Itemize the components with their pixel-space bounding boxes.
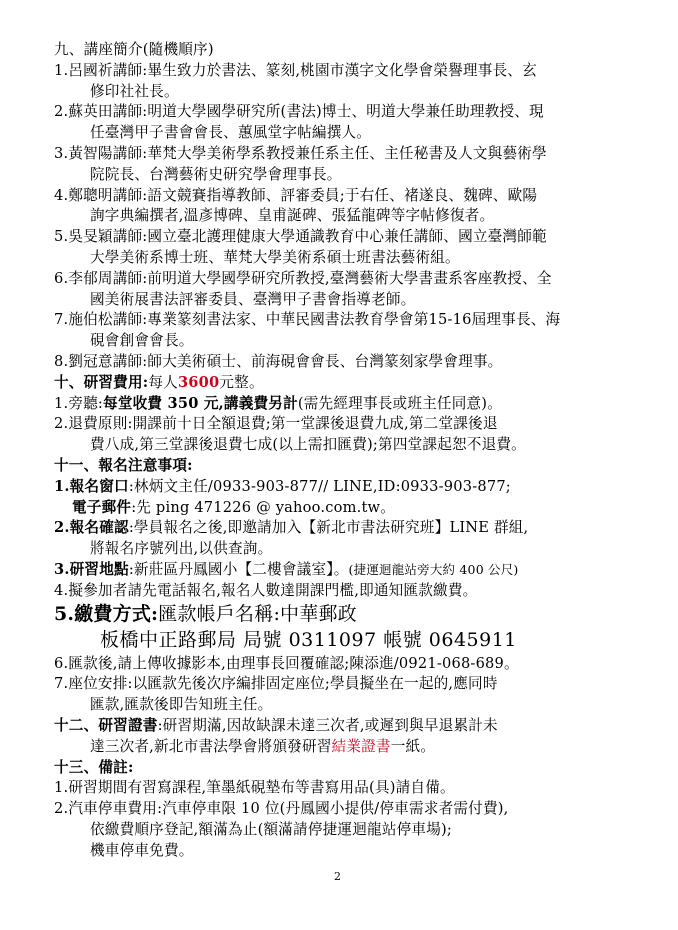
venue-text: :新莊區丹鳳國小【二樓會議室】。 (128, 561, 349, 578)
auditing-fee: 每堂收費 350 元,講義費另計 (103, 394, 298, 412)
remark-2-line-2: 依繳費順序登記,額滿為止(額滿請停捷運迴龍站停車場); (90, 821, 453, 838)
venue-line (54, 560, 519, 580)
lecturer-1-line-1: 1.呂國祈講師:畢生致力於書法、篆刻,桃園市漢字文化學會榮譽理事長、玄 (54, 61, 537, 79)
completion-certificate: 結業證書 (331, 737, 391, 755)
auditing-label: 1.旁聽: (54, 394, 104, 412)
lecturer-4-line-2: 詢字典編撰者,溫彥博碑、皇甫誕碑、張猛龍碑等字帖修復者。 (90, 207, 495, 225)
section-10-heading: 十、研習費用: (54, 373, 149, 391)
certificate-line2-prefix: 達三次者,新北市書法學會將頒發研習 (90, 737, 332, 755)
email-line (72, 498, 395, 518)
remark-2-line-3: 機車停車免費。 (90, 841, 194, 859)
lecturer-2-line-1: 2.蘇英田講師:明道大學國學研究所(書法)博士、明道大學兼任助理教授、現 (54, 103, 544, 121)
registration-contact-line (54, 477, 511, 497)
registration-confirm-label: 2.報名確認 (54, 519, 129, 537)
registration-confirm-line (54, 518, 528, 538)
phone-registration-line: 4.擬參加者請先電話報名,報名人數達開課門檻,即通知匯款繳費。 (54, 581, 478, 599)
remark-2-line-1: 2.汽車停車費用:汽車停車限 10 位(丹鳳國小提供/停車需求者需付費), (54, 800, 509, 818)
payment-method-line (54, 602, 357, 626)
lecturer-5-line-1: 5.吳旻穎講師:國立臺北護理健康大學通識教育中心兼任講師、國立臺灣師範 (54, 228, 547, 246)
remittance-confirm-line: 6.匯款後,請上傳收據影本,由理事長回覆確認;陳添進/0921-068-689。 (54, 654, 519, 672)
payment-method-label: 5.繳費方式: (54, 602, 159, 625)
registration-contact-label: 1.報名窗口 (54, 477, 129, 495)
lecturer-6-line-2: 國美術展書法評審委員、臺灣甲子書會指導老師。 (90, 290, 416, 308)
refund-line-1: 2.退費原則:開課前十日全額退費;第一堂課後退費九成,第二堂課後退 (54, 415, 498, 433)
lecturer-3-line-1: 3.黃智陽講師:華梵大學美術學系教授兼任系主任、主任秘書及人文與藝術學 (54, 145, 547, 162)
email-text: :先 ping 471226 @ yahoo.com.tw。 (131, 498, 395, 516)
payment-account-name: 匯款帳戶名稱:中華郵政 (158, 602, 357, 625)
registration-contact-text: :林炳文主任/0933-903-877// LINE,ID:0933-903-877; (128, 477, 511, 495)
section-12-heading: 十二、研習證書 (54, 717, 158, 734)
email-label: 電子郵件 (72, 498, 132, 516)
section-10-line (54, 373, 264, 393)
lecturer-7-line-1: 7.施伯松講師:專業篆刻書法家、中華民國書法教育學會第15-16屆理事長、海 (54, 311, 561, 329)
lecturer-5-line-2: 大學美術系博士班、華梵大學美術系碩士班書法藝術組。 (90, 249, 460, 266)
certificate-line2-suffix: 一紙。 (390, 737, 436, 755)
registration-confirm-cont: 將報名序號列出,以供查詢。 (90, 540, 273, 558)
fee-amount: 3600 (177, 373, 220, 391)
registration-confirm-text: :學員報名之後,即邀請加入【新北市書法研究班】LINE 群組, (128, 519, 529, 537)
section-12-line-1 (54, 716, 498, 736)
section-11-heading: 十一、報名注意事項: (54, 457, 193, 474)
seating-line-2: 匯款,匯款後即告知班主任。 (90, 696, 273, 714)
seating-line-1: 7.座位安排:以匯款先後次序編排固定座位;學員擬坐在一起的,應同時 (54, 675, 498, 693)
certificate-text: :研習期滿,因故缺課未達三次者,或遲到與早退累計未 (157, 717, 498, 734)
auditing-fee-line (54, 394, 502, 414)
lecturer-6-line-1: 6.李郁周講師:前明道大學國學研究所教授,臺灣藝術大學書畫系客座教授、全 (54, 269, 552, 287)
lecturer-8-line-1: 8.劉冠意講師:師大美術碩士、前海硯會會長、台灣篆刻家學會理事。 (54, 353, 503, 370)
section-13-heading: 十三、備註: (54, 758, 134, 776)
remark-1: 1.研習期間有習寫課程,筆墨紙硯墊布等書寫用品(具)請自備。 (54, 779, 455, 797)
payment-account-details: 板橋中正路郵局 局號 0311097 帳號 0645911 (100, 628, 517, 651)
fee-suffix: 元整。 (219, 373, 264, 391)
venue-label: 3.研習地點 (54, 561, 129, 578)
fee-prefix: 每人 (148, 373, 178, 391)
section-9-heading: 九、講座簡介(隨機順序) (54, 41, 214, 58)
lecturer-1-line-2: 修印社社長。 (90, 82, 179, 100)
lecturer-4-line-1: 4.鄭聰明講師:語文競賽指導教師、評審委員;于右任、褚遂良、魏碑、歐陽 (54, 186, 538, 204)
lecturer-7-line-2: 硯會創會會長。 (90, 332, 194, 350)
section-12-line-2 (90, 737, 435, 757)
refund-line-2: 費八成,第三堂課後退費七成(以上需扣匯費);第四堂課起恕不退費。 (90, 436, 526, 454)
lecturer-2-line-2: 任臺灣甲子書會會長、蕙風堂字帖編撰人。 (90, 124, 372, 142)
page-number: 2 (334, 869, 341, 883)
venue-note: (捷運迴龍站旁大約 400 公尺) (348, 562, 519, 577)
lecturer-3-line-2: 院院長、台灣藝術史研究學會理事長。 (90, 165, 342, 183)
auditing-note: (需先經理事長或班主任同意)。 (297, 394, 502, 412)
